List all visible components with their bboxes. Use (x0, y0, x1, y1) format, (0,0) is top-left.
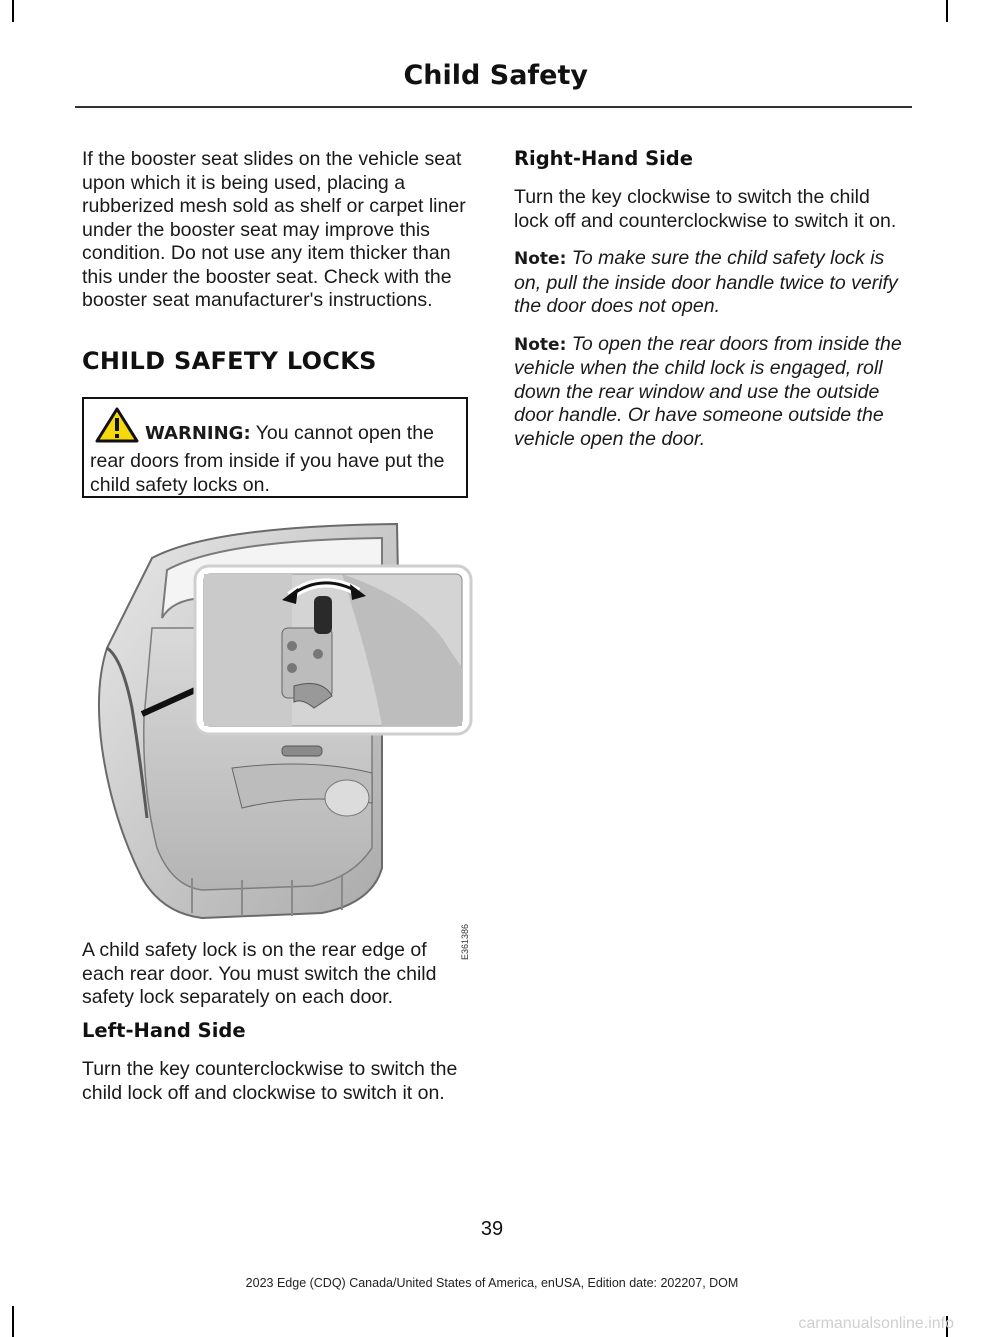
warning-label: WARNING: (145, 423, 251, 444)
rear-door-child-lock-illustration (82, 518, 474, 961)
right-hand-side-paragraph: Turn the key clockwise to switch the child lock off and counterclockwise to switch it on. (514, 186, 897, 232)
lock-location-paragraph: A child safety lock is on the rear edge of each rear door. You must switch the child safety lock separately on each door. (82, 939, 437, 1008)
note-1 (514, 247, 908, 319)
note-2 (514, 333, 908, 452)
note-2-label: Note: (514, 334, 567, 355)
crop-mark-top-right (946, 0, 948, 22)
left-hand-side-paragraph: Turn the key counterclockwise to switch the child lock off and clockwise to switch it on. (82, 1058, 458, 1104)
warning-text: You cannot open the rear doors from inside if you have put the child safety locks on. (90, 422, 445, 496)
note-1-text: To make sure the child safety lock is on, pull the inside door handle twice to verify the door does not open. (514, 247, 898, 317)
note-2-text: To open the rear doors from inside the vehicle when the child lock is engaged, roll down the rear window and use the outside door handle. Or have someone outside the vehicle open the door. (514, 332, 902, 450)
watermark: carmanualsonline.info (798, 1315, 954, 1332)
illustration-code: E361386 (460, 924, 470, 961)
intro-paragraph: If the booster seat slides on the vehicle seat upon which it is being used, placing a rubberized mesh sold as shelf or carpet liner under the booster seat may improve this condition. Do not use any item thicker than this under the booster seat. Check with the booster seat manufacturer's instructions. (82, 148, 466, 311)
header-divider (75, 106, 912, 108)
left-hand-side-heading: Left-Hand Side (82, 1019, 246, 1042)
page-number: 39 (480, 1218, 504, 1240)
warning-triangle-icon (95, 407, 139, 449)
note-1-label: Note: (514, 249, 567, 269)
right-hand-side-heading: Right-Hand Side (514, 147, 693, 170)
crop-mark-bottom-left (12, 1306, 14, 1337)
warning-box (82, 397, 468, 498)
edition-footer: 2023 Edge (CDQ) Canada/United States of America, enUSA, Edition date: 202207, DOM (245, 1276, 739, 1290)
page-header-title: Child Safety (403, 60, 588, 91)
right-column (514, 186, 908, 465)
section-title: CHILD SAFETY LOCKS (82, 347, 377, 375)
crop-mark-top-left (12, 0, 14, 22)
